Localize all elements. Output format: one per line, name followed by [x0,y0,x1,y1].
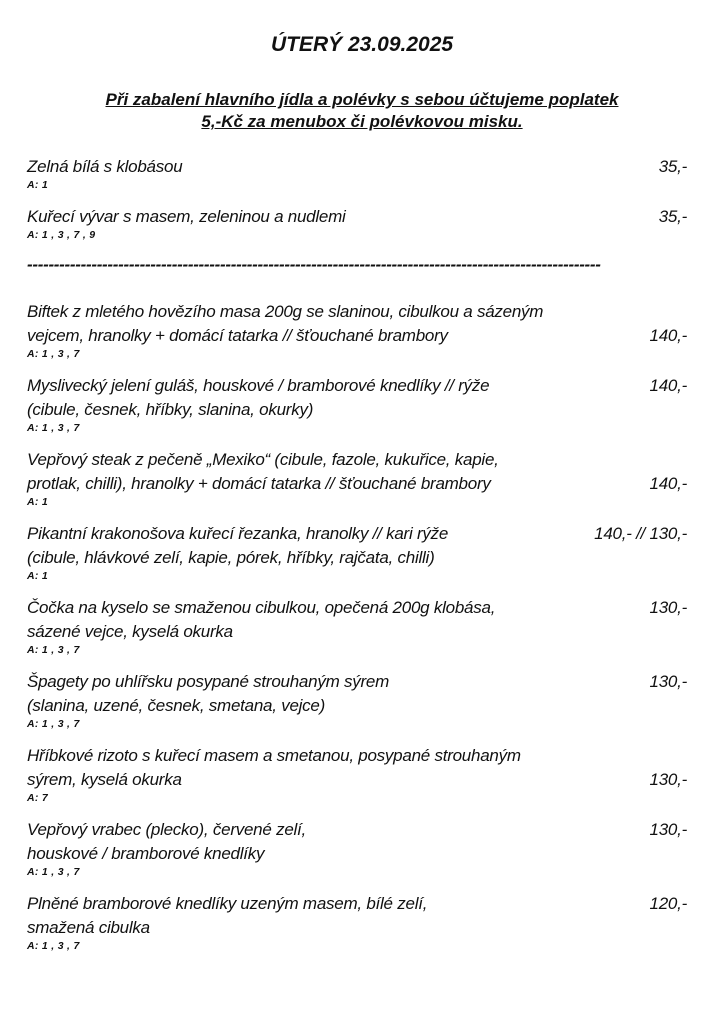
dish-item [27,670,687,731]
dish-line [27,546,687,570]
dish-name: smažená cibulka [27,918,150,937]
dish-line [27,670,687,694]
allergen-info: A: 1 , 3 , 7 [27,940,80,952]
dish-price: 130,- [649,770,687,789]
allergen-info: A: 1 , 3 , 7 [27,866,80,878]
dish-name: sázené vejce, kyselá okurka [27,622,233,641]
dish-item [27,300,687,361]
soup-item [27,155,687,192]
dish-name: vejcem, hranolky + domácí tatarka // šťouchané brambory [27,326,448,345]
dish-line [27,916,687,940]
allergen-info: A: 7 [27,792,49,804]
dish-item [27,892,687,953]
dish-name: Pikantní krakonošova kuřecí řezanka, hranolky // kari rýže [27,524,449,543]
dish-name: Vepřový steak z pečeně „Mexiko“ (cibule, fazole, kukuřice, kapie, [27,450,499,469]
dish-price [679,300,687,324]
allergen-info: A: 1 , 3 , 7 [27,422,80,434]
dish-line [27,324,687,348]
dish-name: Vepřový vrabec (plecko), červené zelí, [27,820,306,839]
soup-item [27,205,687,242]
dish-price: 130,- [649,672,687,691]
dish-price [679,546,687,570]
dish-line [27,522,687,546]
page-title: ÚTERÝ 23.09.2025 [270,33,454,56]
dish-price: 120,- [649,894,687,913]
dish-line [27,596,687,620]
dish-price [679,744,687,768]
dish-price: 140,- [649,376,687,395]
dish-name: sýrem, kyselá okurka [27,770,182,789]
dish-name: (cibule, česnek, hříbky, slanina, okurky) [27,400,314,419]
dish-name: Zelná bílá s klobásou [27,157,183,176]
dish-item [27,374,687,435]
allergen-info: A: 1 [27,179,49,191]
dish-price [679,916,687,940]
dish-price: 35,- [658,207,687,226]
allergen-info: A: 1 , 3 , 7 [27,718,80,730]
soup-section [27,155,687,242]
dish-name: Špagety po uhlířsku posypané strouhaným sýrem [27,672,390,691]
dish-name: (slanina, uzené, česnek, smetana, vejce) [27,696,326,715]
dish-name: protlak, chilli), hranolky + domácí tatarka // šťouchané brambory [27,474,491,493]
dish-name: (cibule, hlávkové zelí, kapie, pórek, hříbky, rajčata, chilli) [27,548,435,567]
dish-price: 35,- [658,157,687,176]
dish-price: 140,- [649,326,687,345]
dish-name: Hříbkové rizoto s kuřecí masem a smetanou, posypané strouhaným [27,746,521,765]
dish-item [27,596,687,657]
notice-line: Při zabalení hlavního jídla a polévky s sebou účtujeme poplatek [105,90,619,109]
dish-name: Plněné bramborové knedlíky uzeným masem, bílé zelí, [27,894,428,913]
dish-line [27,205,687,229]
main-dish-section [27,300,687,953]
dish-price: 140,- [649,474,687,493]
dish-name: Biftek z mletého hovězího masa 200g se slaninou, cibulkou a sázeným [27,302,544,321]
dish-line [27,620,687,644]
allergen-info: A: 1 , 3 , 7 [27,644,80,656]
notice-line: 5,-Kč za menubox či polévkovou misku. [201,112,523,131]
dish-price [679,398,687,422]
dish-price: 140,- // 130,- [594,524,687,543]
dish-line [27,768,687,792]
dish-line [27,374,687,398]
dish-price: 130,- [649,598,687,617]
dish-item [27,522,687,583]
allergen-info: A: 1 [27,496,49,508]
packaging-notice [0,89,724,133]
dish-item [27,818,687,879]
dish-line [27,155,687,179]
dish-price [679,694,687,718]
dish-price [679,620,687,644]
dish-name: houskové / bramborové knedlíky [27,844,265,863]
dish-line [27,744,687,768]
allergen-info: A: 1 , 3 , 7 , 9 [27,229,96,241]
dish-name: Kuřecí vývar s masem, zeleninou a nudlemi [27,207,346,226]
dish-price: 130,- [649,820,687,839]
dish-item [27,744,687,805]
dish-line [27,694,687,718]
dish-line [27,472,687,496]
dish-item [27,448,687,509]
dish-price [679,448,687,472]
dish-price [679,842,687,866]
allergen-info: A: 1 [27,570,49,582]
dish-line [27,398,687,422]
dish-line [27,842,687,866]
dish-name: Čočka na kyselo se smaženou cibulkou, opečená 200g klobása, [27,598,496,617]
dish-line [27,448,687,472]
dish-line [27,300,687,324]
allergen-info: A: 1 , 3 , 7 [27,348,80,360]
dish-line [27,818,687,842]
section-separator: ----------------------------------------------------------------------------------------------------------- [27,256,601,274]
menu-list [27,155,687,966]
dish-name: Myslivecký jelení guláš, houskové / bramborové knedlíky // rýže [27,376,490,395]
dish-line [27,892,687,916]
